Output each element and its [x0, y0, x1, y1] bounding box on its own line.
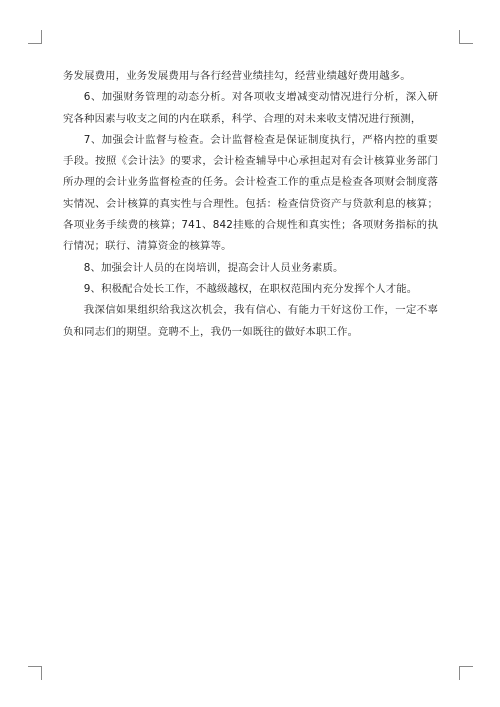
paragraph-item-9: 9、积极配合处长工作，不越级越权，在职权范围内充分发挥个人才能。	[83, 282, 418, 295]
paragraph-item-6: 6、加强财务管理的动态分析。对各项收支增减变动情况进行分析，深入研究各种因素与收支之间的内在联系，科学、合理的对未来收支情况进行预测，	[63, 91, 438, 125]
paragraph-item-7: 7、加强会计监督与检查。会计监督检查是保证制度执行，严格内控的重要手段。按照《会计法》的要求，会计检查辅导中心承担起对有会计核算业务部门所办理的会计业务监督检查的任务。会计检查工作的重点是检查各项财会制度落实情况、会计核算的真实性与合理性。包括：检查信贷资产与贷款利息的核算；各项业务手续费的核算；741、842挂账的合规性和真实性；各项财务指标的执行情况；联行、清算资金的核算等。	[63, 133, 438, 253]
document-body	[63, 66, 438, 343]
paragraph-continuation: 务发展费用，业务发展费用与各行经营业绩挂勾，经营业绩越好费用越多。	[63, 70, 411, 82]
crop-mark-top-right	[459, 30, 473, 44]
crop-mark-bottom-right	[459, 666, 473, 680]
crop-mark-bottom-left	[28, 666, 42, 680]
paragraph-closing: 我深信如果组织给我这次机会，我有信心、有能力干好这份工作，一定不辜负和同志们的期望。竞聘不上，我仍一如既往的做好本职工作。	[63, 304, 438, 338]
crop-mark-top-left	[28, 30, 42, 44]
paragraph-item-8: 8、加强会计人员的在岗培训，提高会计人员业务素质。	[83, 261, 344, 274]
